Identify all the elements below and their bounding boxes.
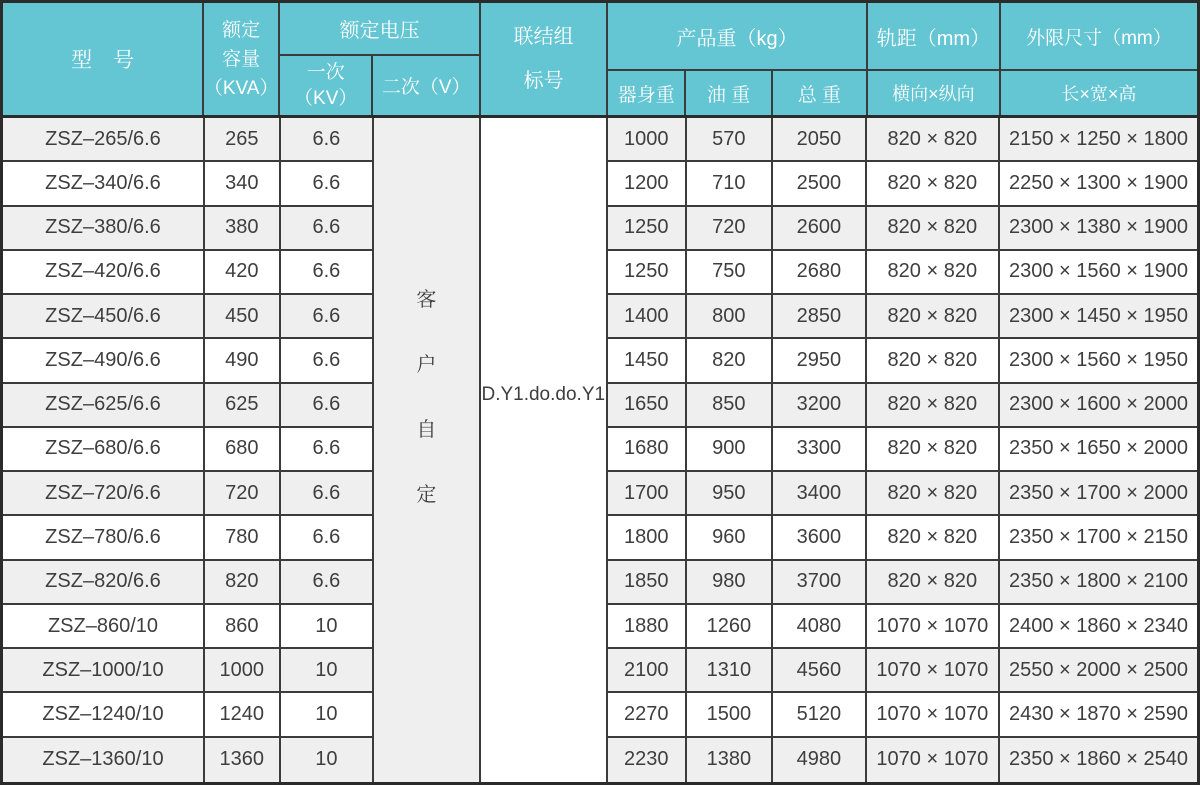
cell-primary-voltage: 6.6 <box>281 472 375 516</box>
cell-gauge: 1070 × 1070 <box>867 649 1000 693</box>
header-gauge-label: 轨距（mm） <box>876 27 991 50</box>
cell-body-weight: 1850 <box>608 561 687 605</box>
cell-gauge: 1070 × 1070 <box>867 605 1000 649</box>
secondary-char-3: 自 <box>416 418 437 441</box>
cell-oil-weight: 980 <box>687 561 774 605</box>
cell-body-weight: 1450 <box>608 339 687 383</box>
cell-capacity: 265 <box>205 118 281 162</box>
header-gauge-sub-label: 横向×纵向 <box>892 84 975 104</box>
cell-primary-voltage: 6.6 <box>281 295 375 339</box>
header-gauge <box>868 3 999 71</box>
header-oil-weight-label: 油 重 <box>706 84 751 106</box>
header-dimensions-label: 外限尺寸（mm） <box>1026 27 1172 49</box>
cell-total-weight: 2950 <box>773 339 867 383</box>
cell-dimensions: 2430 × 1870 × 2590 <box>1000 693 1197 737</box>
cell-dimensions: 2350 × 1860 × 2540 <box>1000 738 1197 782</box>
cell-total-weight: 2500 <box>773 162 867 206</box>
cell-model: ZSZ–1360/10 <box>3 738 205 782</box>
cell-gauge: 820 × 820 <box>867 384 1000 428</box>
cell-body-weight: 1250 <box>608 251 687 295</box>
header-connection-group <box>481 3 608 115</box>
cell-primary-voltage: 6.6 <box>281 251 375 295</box>
secondary-char-4: 定 <box>416 483 437 506</box>
cell-total-weight: 3400 <box>773 472 867 516</box>
cell-primary-voltage: 6.6 <box>281 428 375 472</box>
merged-connection-cell <box>481 118 608 782</box>
cell-oil-weight: 800 <box>687 295 774 339</box>
cell-capacity: 340 <box>205 162 281 206</box>
cell-dimensions: 2350 × 1700 × 2000 <box>1000 472 1197 516</box>
cell-oil-weight: 720 <box>687 207 774 251</box>
header-model <box>3 3 204 115</box>
cell-body-weight: 1200 <box>608 162 687 206</box>
cell-body-weight: 1650 <box>608 384 687 428</box>
cell-primary-voltage: 6.6 <box>281 516 375 560</box>
table-body <box>3 118 1197 782</box>
cell-primary-voltage: 6.6 <box>281 384 375 428</box>
cell-gauge: 820 × 820 <box>867 251 1000 295</box>
cell-total-weight: 3200 <box>773 384 867 428</box>
cell-body-weight: 1700 <box>608 472 687 516</box>
cell-dimensions: 2300 × 1560 × 1900 <box>1000 251 1197 295</box>
table-header <box>3 3 1197 118</box>
header-rated-voltage-group <box>280 3 481 115</box>
cell-total-weight: 4980 <box>773 738 867 782</box>
cell-capacity: 720 <box>205 472 281 516</box>
cell-gauge: 820 × 820 <box>867 516 1000 560</box>
header-secondary-voltage <box>373 56 479 115</box>
cell-body-weight: 1680 <box>608 428 687 472</box>
cell-gauge: 1070 × 1070 <box>867 693 1000 737</box>
header-rated-capacity <box>204 3 280 115</box>
cell-model: ZSZ–420/6.6 <box>3 251 205 295</box>
cell-model: ZSZ–490/6.6 <box>3 339 205 383</box>
cell-gauge: 1070 × 1070 <box>867 738 1000 782</box>
cell-primary-voltage: 6.6 <box>281 162 375 206</box>
header-body-weight-label: 器身重 <box>617 84 675 106</box>
header-product-weight <box>608 3 866 71</box>
cell-dimensions: 2350 × 1800 × 2100 <box>1000 561 1197 605</box>
cell-body-weight: 1400 <box>608 295 687 339</box>
cell-dimensions: 2150 × 1250 × 1800 <box>1000 118 1197 162</box>
cell-oil-weight: 750 <box>687 251 774 295</box>
merged-secondary-voltage-cell <box>374 118 480 782</box>
cell-model: ZSZ–780/6.6 <box>3 516 205 560</box>
cell-total-weight: 4080 <box>773 605 867 649</box>
cell-gauge: 820 × 820 <box>867 428 1000 472</box>
header-dimensions-group <box>1001 3 1197 115</box>
cell-primary-voltage: 6.6 <box>281 339 375 383</box>
cell-oil-weight: 1380 <box>687 738 774 782</box>
cell-body-weight: 2100 <box>608 649 687 693</box>
header-oil-weight <box>686 71 772 115</box>
header-capacity-line3: （KVA） <box>203 77 279 99</box>
cell-model: ZSZ–340/6.6 <box>3 162 205 206</box>
header-dimensions <box>1001 3 1197 71</box>
cell-capacity: 1240 <box>205 693 281 737</box>
header-body-weight <box>608 71 686 115</box>
header-primary-voltage <box>280 56 373 115</box>
cell-total-weight: 3300 <box>773 428 867 472</box>
cell-gauge: 820 × 820 <box>867 339 1000 383</box>
cell-primary-voltage: 6.6 <box>281 561 375 605</box>
header-product-weight-label: 产品重（kg） <box>676 27 798 50</box>
cell-gauge: 820 × 820 <box>867 295 1000 339</box>
cell-dimensions: 2250 × 1300 × 1900 <box>1000 162 1197 206</box>
cell-oil-weight: 850 <box>687 384 774 428</box>
header-connection-line2: 标号 <box>523 70 564 92</box>
connection-label: D.Y1.do.do.Y1 <box>481 383 606 405</box>
cell-gauge: 820 × 820 <box>867 207 1000 251</box>
cell-gauge: 820 × 820 <box>867 472 1000 516</box>
cell-capacity: 450 <box>205 295 281 339</box>
header-product-weight-group <box>608 3 868 115</box>
cell-body-weight: 2230 <box>608 738 687 782</box>
cell-model: ZSZ–820/6.6 <box>3 561 205 605</box>
cell-oil-weight: 710 <box>687 162 774 206</box>
cell-gauge: 820 × 820 <box>867 118 1000 162</box>
header-dimensions-sub <box>1001 71 1197 115</box>
cell-total-weight: 3600 <box>773 516 867 560</box>
cell-dimensions: 2300 × 1450 × 1950 <box>1000 295 1197 339</box>
cell-primary-voltage: 10 <box>281 738 375 782</box>
cell-capacity: 860 <box>205 605 281 649</box>
cell-dimensions: 2550 × 2000 × 2500 <box>1000 649 1197 693</box>
cell-dimensions: 2300 × 1560 × 1950 <box>1000 339 1197 383</box>
cell-gauge: 820 × 820 <box>867 561 1000 605</box>
cell-body-weight: 1880 <box>608 605 687 649</box>
cell-primary-voltage: 10 <box>281 649 375 693</box>
cell-capacity: 680 <box>205 428 281 472</box>
cell-dimensions: 2300 × 1600 × 2000 <box>1000 384 1197 428</box>
cell-model: ZSZ–380/6.6 <box>3 207 205 251</box>
header-connection-line1: 联结组 <box>513 26 574 48</box>
cell-oil-weight: 1260 <box>687 605 774 649</box>
cell-model: ZSZ–450/6.6 <box>3 295 205 339</box>
cell-body-weight: 2270 <box>608 693 687 737</box>
cell-total-weight: 4560 <box>773 649 867 693</box>
cell-model: ZSZ–680/6.6 <box>3 428 205 472</box>
cell-oil-weight: 820 <box>687 339 774 383</box>
header-secondary-label: 二次（V） <box>381 77 471 98</box>
cell-total-weight: 2050 <box>773 118 867 162</box>
cell-oil-weight: 1500 <box>687 693 774 737</box>
cell-oil-weight: 950 <box>687 472 774 516</box>
cell-dimensions: 2350 × 1650 × 2000 <box>1000 428 1197 472</box>
cell-oil-weight: 1310 <box>687 649 774 693</box>
header-primary-line1: 一次 <box>306 61 345 83</box>
header-dimensions-sub-label: 长×宽×高 <box>1061 84 1137 104</box>
cell-model: ZSZ–720/6.6 <box>3 472 205 516</box>
cell-primary-voltage: 10 <box>281 693 375 737</box>
cell-dimensions: 2300 × 1380 × 1900 <box>1000 207 1197 251</box>
header-model-label: 型 号 <box>71 49 135 72</box>
cell-capacity: 780 <box>205 516 281 560</box>
cell-capacity: 1360 <box>205 738 281 782</box>
cell-total-weight: 3700 <box>773 561 867 605</box>
cell-body-weight: 1800 <box>608 516 687 560</box>
cell-total-weight: 2680 <box>773 251 867 295</box>
secondary-char-1: 客 <box>416 288 437 311</box>
header-primary-line2: （KV） <box>294 87 358 109</box>
cell-total-weight: 5120 <box>773 693 867 737</box>
cell-total-weight: 2600 <box>773 207 867 251</box>
header-capacity-line1: 额定 <box>222 19 261 41</box>
cell-total-weight: 2850 <box>773 295 867 339</box>
cell-capacity: 380 <box>205 207 281 251</box>
header-capacity-line2: 容量 <box>222 48 261 70</box>
cell-model: ZSZ–265/6.6 <box>3 118 205 162</box>
cell-dimensions: 2350 × 1700 × 2150 <box>1000 516 1197 560</box>
cell-primary-voltage: 6.6 <box>281 118 375 162</box>
cell-model: ZSZ–860/10 <box>3 605 205 649</box>
cell-capacity: 490 <box>205 339 281 383</box>
secondary-char-2: 户 <box>416 353 437 376</box>
header-gauge-group <box>868 3 1001 115</box>
cell-capacity: 420 <box>205 251 281 295</box>
cell-oil-weight: 900 <box>687 428 774 472</box>
cell-model: ZSZ–1240/10 <box>3 693 205 737</box>
cell-primary-voltage: 6.6 <box>281 207 375 251</box>
header-total-weight-label: 总 重 <box>797 84 841 106</box>
cell-gauge: 820 × 820 <box>867 162 1000 206</box>
cell-oil-weight: 960 <box>687 516 774 560</box>
cell-dimensions: 2400 × 1860 × 2340 <box>1000 605 1197 649</box>
cell-body-weight: 1000 <box>608 118 687 162</box>
cell-primary-voltage: 10 <box>281 605 375 649</box>
header-rated-voltage-label: 额定电压 <box>339 20 420 42</box>
header-total-weight <box>773 71 866 115</box>
cell-model: ZSZ–1000/10 <box>3 649 205 693</box>
cell-capacity: 1000 <box>205 649 281 693</box>
header-rated-voltage <box>280 3 479 56</box>
cell-capacity: 820 <box>205 561 281 605</box>
header-gauge-sub <box>868 71 999 115</box>
cell-body-weight: 1250 <box>608 207 687 251</box>
cell-oil-weight: 570 <box>687 118 774 162</box>
cell-capacity: 625 <box>205 384 281 428</box>
cell-model: ZSZ–625/6.6 <box>3 384 205 428</box>
